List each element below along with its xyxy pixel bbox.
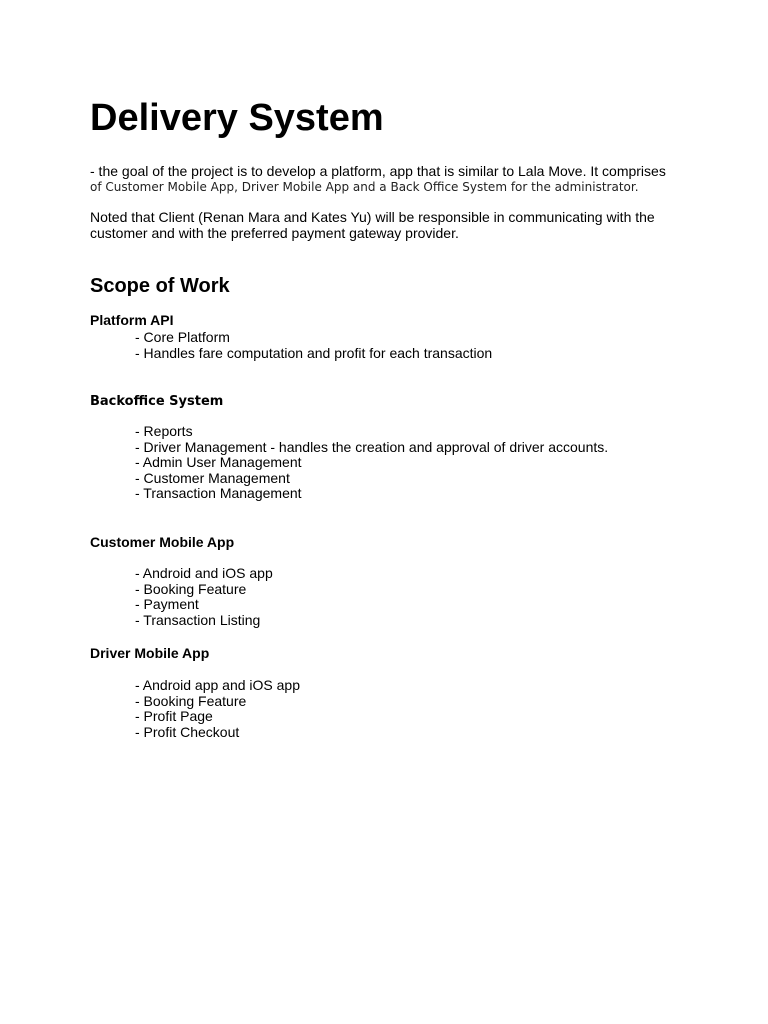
section-heading-platform-api: Platform API (90, 312, 174, 328)
client-note-line-1: Noted that Client (Renan Mara and Kates Yu) will be responsible in communicating with the (90, 209, 655, 225)
list-item: - Android and iOS app (135, 565, 273, 581)
section-heading-backoffice-system: Backoffice System (90, 394, 224, 409)
client-note-line-2: customer and with the preferred payment gateway provider. (90, 225, 459, 241)
list-item: - Customer Management (135, 469, 290, 486)
list-item: - Android app and iOS app (135, 677, 301, 693)
section-list-platform-api (135, 330, 492, 361)
list-item: - Reports (135, 423, 193, 439)
document-title: Delivery System (90, 97, 384, 139)
section-list-backoffice-system (135, 424, 608, 502)
list-item: - Transaction Listing (135, 611, 261, 628)
intro-text-line-1: - the goal of the project is to develop a platform, app that is similar to Lala Move. It comprises (90, 163, 666, 179)
list-item: - Transaction Management (135, 485, 302, 501)
section-heading-customer-mobile-app: Customer Mobile App (90, 534, 235, 550)
intro-text-line-2: of Customer Mobile App, Driver Mobile App and a Back Office System for the administrator. (90, 180, 639, 194)
list-item: - Profit Checkout (135, 723, 240, 740)
list-item: - Driver Management - handles the creation and approval of driver accounts. (135, 438, 609, 455)
list-item: - Payment (135, 596, 199, 612)
list-item: - Booking Feature (135, 580, 247, 597)
list-item: - Core Platform (135, 329, 230, 345)
section-list-driver-mobile-app (135, 678, 300, 740)
list-item: - Profit Page (135, 708, 213, 724)
section-list-customer-mobile-app (135, 566, 273, 628)
list-item: - Admin User Management (135, 454, 302, 470)
client-note (90, 209, 670, 241)
scope-heading: Scope of Work (90, 275, 230, 297)
list-item: - Booking Feature (135, 692, 247, 709)
section-heading-driver-mobile-app: Driver Mobile App (90, 645, 210, 661)
list-item: - Handles fare computation and profit for each transaction (135, 344, 493, 361)
